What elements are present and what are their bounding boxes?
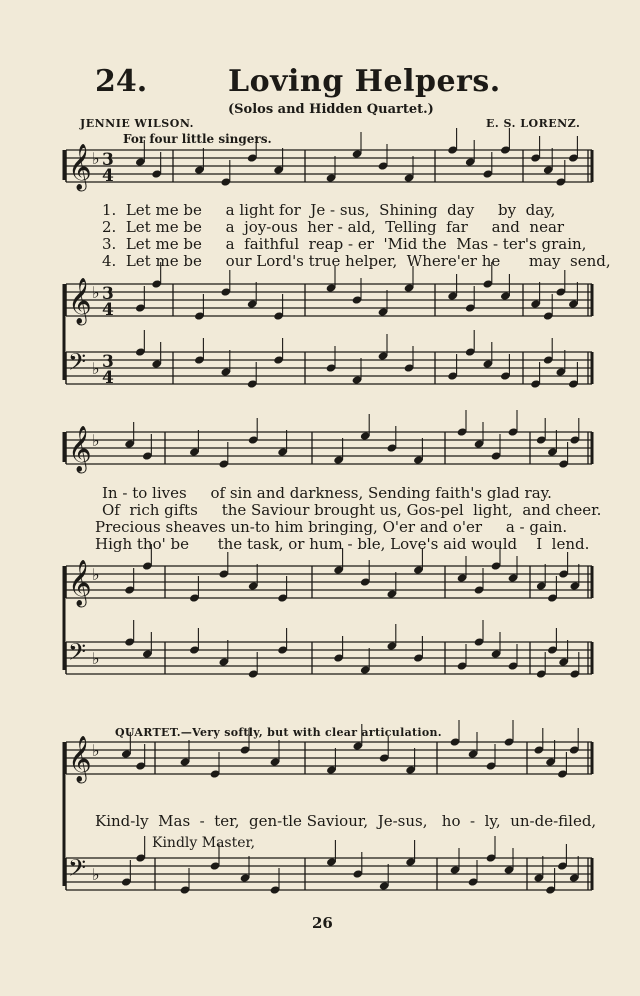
verse-1-line-2: In - to lives of sin and darkness, Sending faith's glad ray. bbox=[102, 484, 552, 502]
bass-clef-icon: 𝄢 bbox=[68, 854, 87, 887]
flat-icon: ♭ bbox=[92, 565, 100, 584]
treble-clef-icon: 𝄞 bbox=[68, 736, 92, 782]
verse-2-line-1: 2. Let me be a joy-ous her - ald, Telling far and near bbox=[102, 218, 565, 236]
flat-icon: ♭ bbox=[92, 865, 100, 884]
flat-icon: ♭ bbox=[92, 149, 100, 168]
flat-icon: ♭ bbox=[92, 431, 100, 450]
verse-1-line-1: 1. Let me be a light for Je - sus, Shining day by day, bbox=[102, 201, 556, 219]
flat-icon: ♭ bbox=[92, 741, 100, 760]
treble-clef-icon: 𝄞 bbox=[68, 426, 92, 472]
verse-2-line-2: Of rich gifts the Saviour brought us, Gos-pel light, and cheer. bbox=[102, 501, 602, 519]
time-signature-bottom: 4 bbox=[102, 166, 114, 186]
bass-clef-icon: 𝄢 bbox=[68, 638, 87, 671]
hymn-title: Loving Helpers. bbox=[228, 64, 501, 99]
quartet-label: QUARTET.—Very softly, but with clear articulation. bbox=[115, 726, 442, 739]
hymn-subtitle: (Solos and Hidden Quartet.) bbox=[228, 102, 434, 117]
quartet-sub-lyric: Kindly Master, bbox=[152, 835, 256, 851]
page-number: 26 bbox=[312, 914, 333, 932]
time-signature-bottom: 4 bbox=[102, 368, 114, 388]
composer-credit: E. S. LORENZ. bbox=[486, 117, 581, 130]
treble-clef-icon: 𝄞 bbox=[68, 278, 92, 324]
flat-icon: ♭ bbox=[92, 649, 100, 668]
time-signature-top: 3 bbox=[102, 284, 114, 304]
treble-clef-icon: 𝄞 bbox=[68, 560, 92, 606]
staff-1 bbox=[66, 144, 592, 192]
verse-4-line-2: High tho' be the task, or hum - ble, Love's aid would I lend. bbox=[95, 535, 590, 553]
verse-3-line-1: 3. Let me be a faithful reap - er 'Mid the Mas - ter's grain, bbox=[102, 235, 587, 253]
flat-icon: ♭ bbox=[92, 283, 100, 302]
time-signature-bottom: 4 bbox=[102, 300, 114, 320]
hymn-number: 24. bbox=[95, 64, 148, 99]
time-signature-top: 3 bbox=[102, 352, 114, 372]
flat-icon: ♭ bbox=[92, 359, 100, 378]
performance-instruction: For four little singers. bbox=[123, 132, 272, 146]
author-credit: JENNIE WILSON. bbox=[80, 117, 194, 130]
treble-clef-icon: 𝄞 bbox=[68, 144, 92, 190]
bass-clef-icon: 𝄢 bbox=[68, 348, 87, 381]
time-signature-top: 3 bbox=[102, 150, 114, 170]
verse-4-line-1: 4. Let me be our Lord's true helper, Where'er he may send, bbox=[102, 252, 611, 270]
quartet-lyric: Kind-ly Mas - ter, gen-tle Saviour, Je-sus, ho - ly, un-de-filed, bbox=[95, 812, 597, 830]
verse-3-line-2: Precious sheaves un-to him bringing, O'er and o'er a - gain. bbox=[95, 518, 568, 536]
